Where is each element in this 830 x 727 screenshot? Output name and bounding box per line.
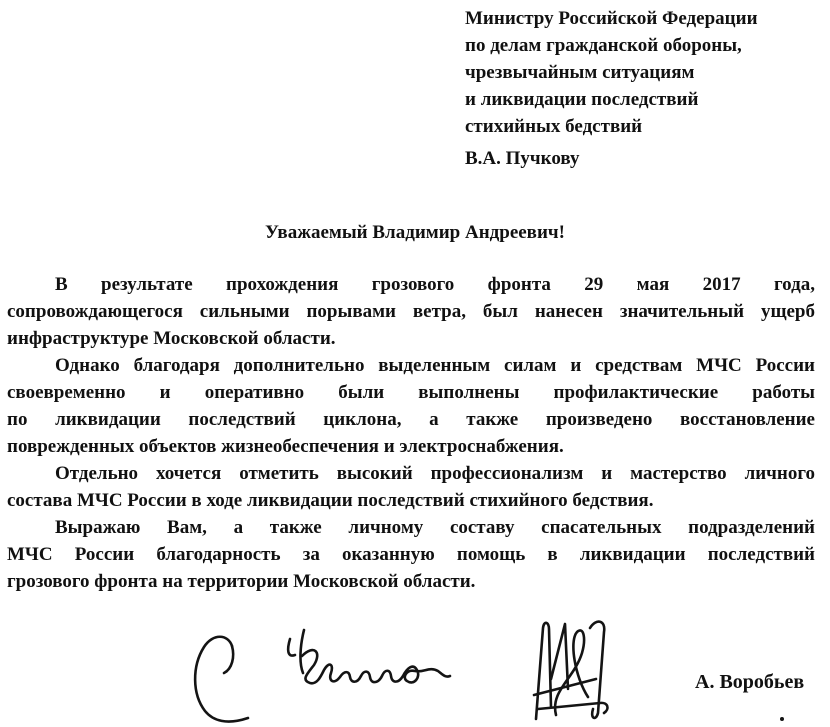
body-line: поврежденных объектов жизнеобеспечения и электроснабжения.	[7, 436, 564, 457]
signature-ink-left	[166, 618, 466, 727]
body-line: по ликвидации последствий циклона, а также произведено восстановление	[7, 409, 815, 430]
body-line: состава МЧС России в ходе ликвидации последствий стихийного бедствия.	[7, 490, 654, 511]
body-line: МЧС России благодарность за оказанную помощь в ликвидации последствий	[7, 544, 815, 565]
handwritten-signature-left	[166, 618, 466, 727]
body-line: сопровождающегося сильными порывами ветра, был нанесен значительный ущерб	[7, 301, 815, 322]
addressee-line: Министру Российской Федерации	[465, 8, 758, 29]
addressee-line: по делам гражданской обороны,	[465, 35, 742, 56]
body-line: инфраструктуре Московской области.	[7, 328, 336, 349]
body-line: грозового фронта на территории Московской области.	[7, 571, 476, 592]
body-line: Выражаю Вам, а также личному составу спасательных подразделений	[55, 517, 815, 538]
addressee-line: чрезвычайным ситуациям	[465, 62, 695, 83]
letter-body	[7, 271, 815, 595]
addressee-block	[465, 5, 830, 140]
body-line: своевременно и оперативно были выполнены профилактические работы	[7, 382, 815, 403]
addressee-line: и ликвидации последствий	[465, 89, 699, 110]
signature-ink-right	[521, 613, 619, 727]
ink-speck	[780, 717, 784, 721]
salutation: Уважаемый Владимир Андреевич!	[265, 222, 565, 243]
addressee-name: В.А. Пучкову	[465, 148, 580, 169]
addressee-line: стихийных бедствий	[465, 116, 643, 137]
handwritten-signature-right	[521, 613, 619, 727]
body-line: В результате прохождения грозового фронта 29 мая 2017 года,	[55, 274, 815, 295]
body-line: Отдельно хочется отметить высокий профессионализм и мастерство личного	[55, 463, 815, 484]
signer-name: А. Воробьев	[695, 671, 805, 693]
body-line: Однако благодаря дополнительно выделенным силам и средствам МЧС России	[55, 355, 815, 376]
